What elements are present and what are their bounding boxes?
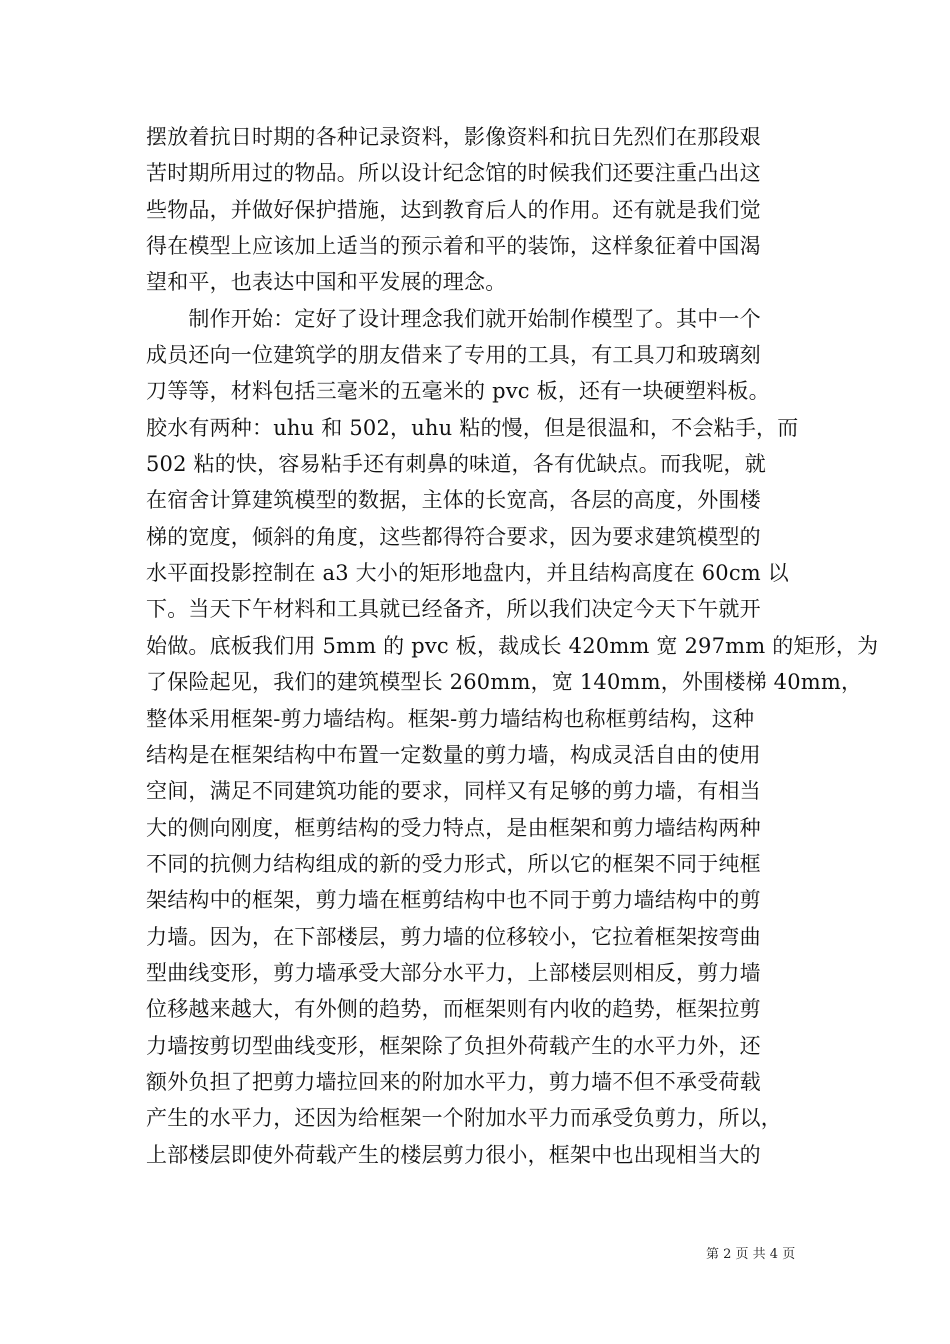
text-line: 整体采用框架-剪力墙结构。框架-剪力墙结构也称框剪结构，这种 (146, 706, 755, 731)
text-line: 下。当天下午材料和工具就已经备齐，所以我们决定今天下午就开 (146, 597, 761, 622)
text-line: 始做。底板我们用 5mm 的 pvc 板，裁成长 420mm 宽 297mm 的矩形，为 (146, 633, 879, 658)
text-line: 了保险起见，我们的建筑模型长 260mm，宽 140mm，外围楼梯 40mm， (146, 670, 863, 695)
text-line: 摆放着抗日时期的各种记录资料，影像资料和抗日先烈们在那段艰 (146, 125, 761, 149)
text-line: 架结构中的框架，剪力墙在框剪结构中也不同于剪力墙结构中的剪 (146, 888, 761, 913)
body-text (146, 119, 879, 1173)
text-line: 产生的水平力，还因为给框架一个附加水平力而承受负剪力，所以， (146, 1106, 782, 1131)
page-number: 第 2 页 共 4 页 (706, 1247, 796, 1262)
text-line: 结构是在框架结构中布置一定数量的剪力墙，构成灵活自由的使用 (146, 742, 761, 767)
text-line: 力墙。因为，在下部楼层，剪力墙的位移较小，它拉着框架按弯曲 (146, 924, 761, 949)
text-line: 额外负担了把剪力墙拉回来的附加水平力，剪力墙不但不承受荷载 (146, 1069, 761, 1094)
text-line: 水平面投影控制在 a3 大小的矩形地盘内，并且结构高度在 60cm 以 (146, 561, 789, 586)
text-line: 位移越来越大，有外侧的趋势，而框架则有内收的趋势，框架拉剪 (146, 997, 761, 1022)
text-line: 制作开始：定好了设计理念我们就开始制作模型了。其中一个 (146, 306, 761, 331)
text-line: 胶水有两种：uhu 和 502，uhu 粘的慢，但是很温和，不会粘手，而 (146, 415, 799, 440)
text-line: 型曲线变形，剪力墙承受大部分水平力，上部楼层则相反，剪力墙 (146, 960, 761, 985)
text-line: 力墙按剪切型曲线变形，框架除了负担外荷载产生的水平力外，还 (146, 1033, 761, 1058)
text-line: 望和平，也表达中国和平发展的理念。 (146, 270, 507, 295)
text-line: 苦时期所用过的物品。所以设计纪念馆的时候我们还要注重凸出这 (146, 161, 761, 186)
text-line: 得在模型上应该加上适当的预示着和平的装饰，这样象征着中国渴 (146, 234, 761, 259)
text-line: 成员还向一位建筑学的朋友借来了专用的工具，有工具刀和玻璃刻 (146, 343, 761, 368)
text-line: 不同的抗侧力结构组成的新的受力形式，所以它的框架不同于纯框 (146, 851, 761, 876)
text-line: 梯的宽度，倾斜的角度，这些都得符合要求，因为要求建筑模型的 (146, 524, 761, 549)
text-line: 空间，满足不同建筑功能的要求，同样又有足够的剪力墙，有相当 (146, 779, 761, 804)
text-line: 上部楼层即使外荷载产生的楼层剪力很小，框架中也出现相当大的 (146, 1142, 761, 1167)
text-line: 502 粘的快，容易粘手还有刺鼻的味道，各有优缺点。而我呢，就 (146, 452, 766, 477)
text-line: 大的侧向刚度，框剪结构的受力特点，是由框架和剪力墙结构两种 (146, 815, 761, 840)
text-line: 刀等等，材料包括三毫米的五毫米的 pvc 板，还有一块硬塑料板。 (146, 379, 770, 404)
text-line: 在宿舍计算建筑模型的数据，主体的长宽高，各层的高度，外围楼 (146, 488, 761, 513)
text-line: 些物品，并做好保护措施，达到教育后人的作用。还有就是我们觉 (146, 197, 761, 222)
